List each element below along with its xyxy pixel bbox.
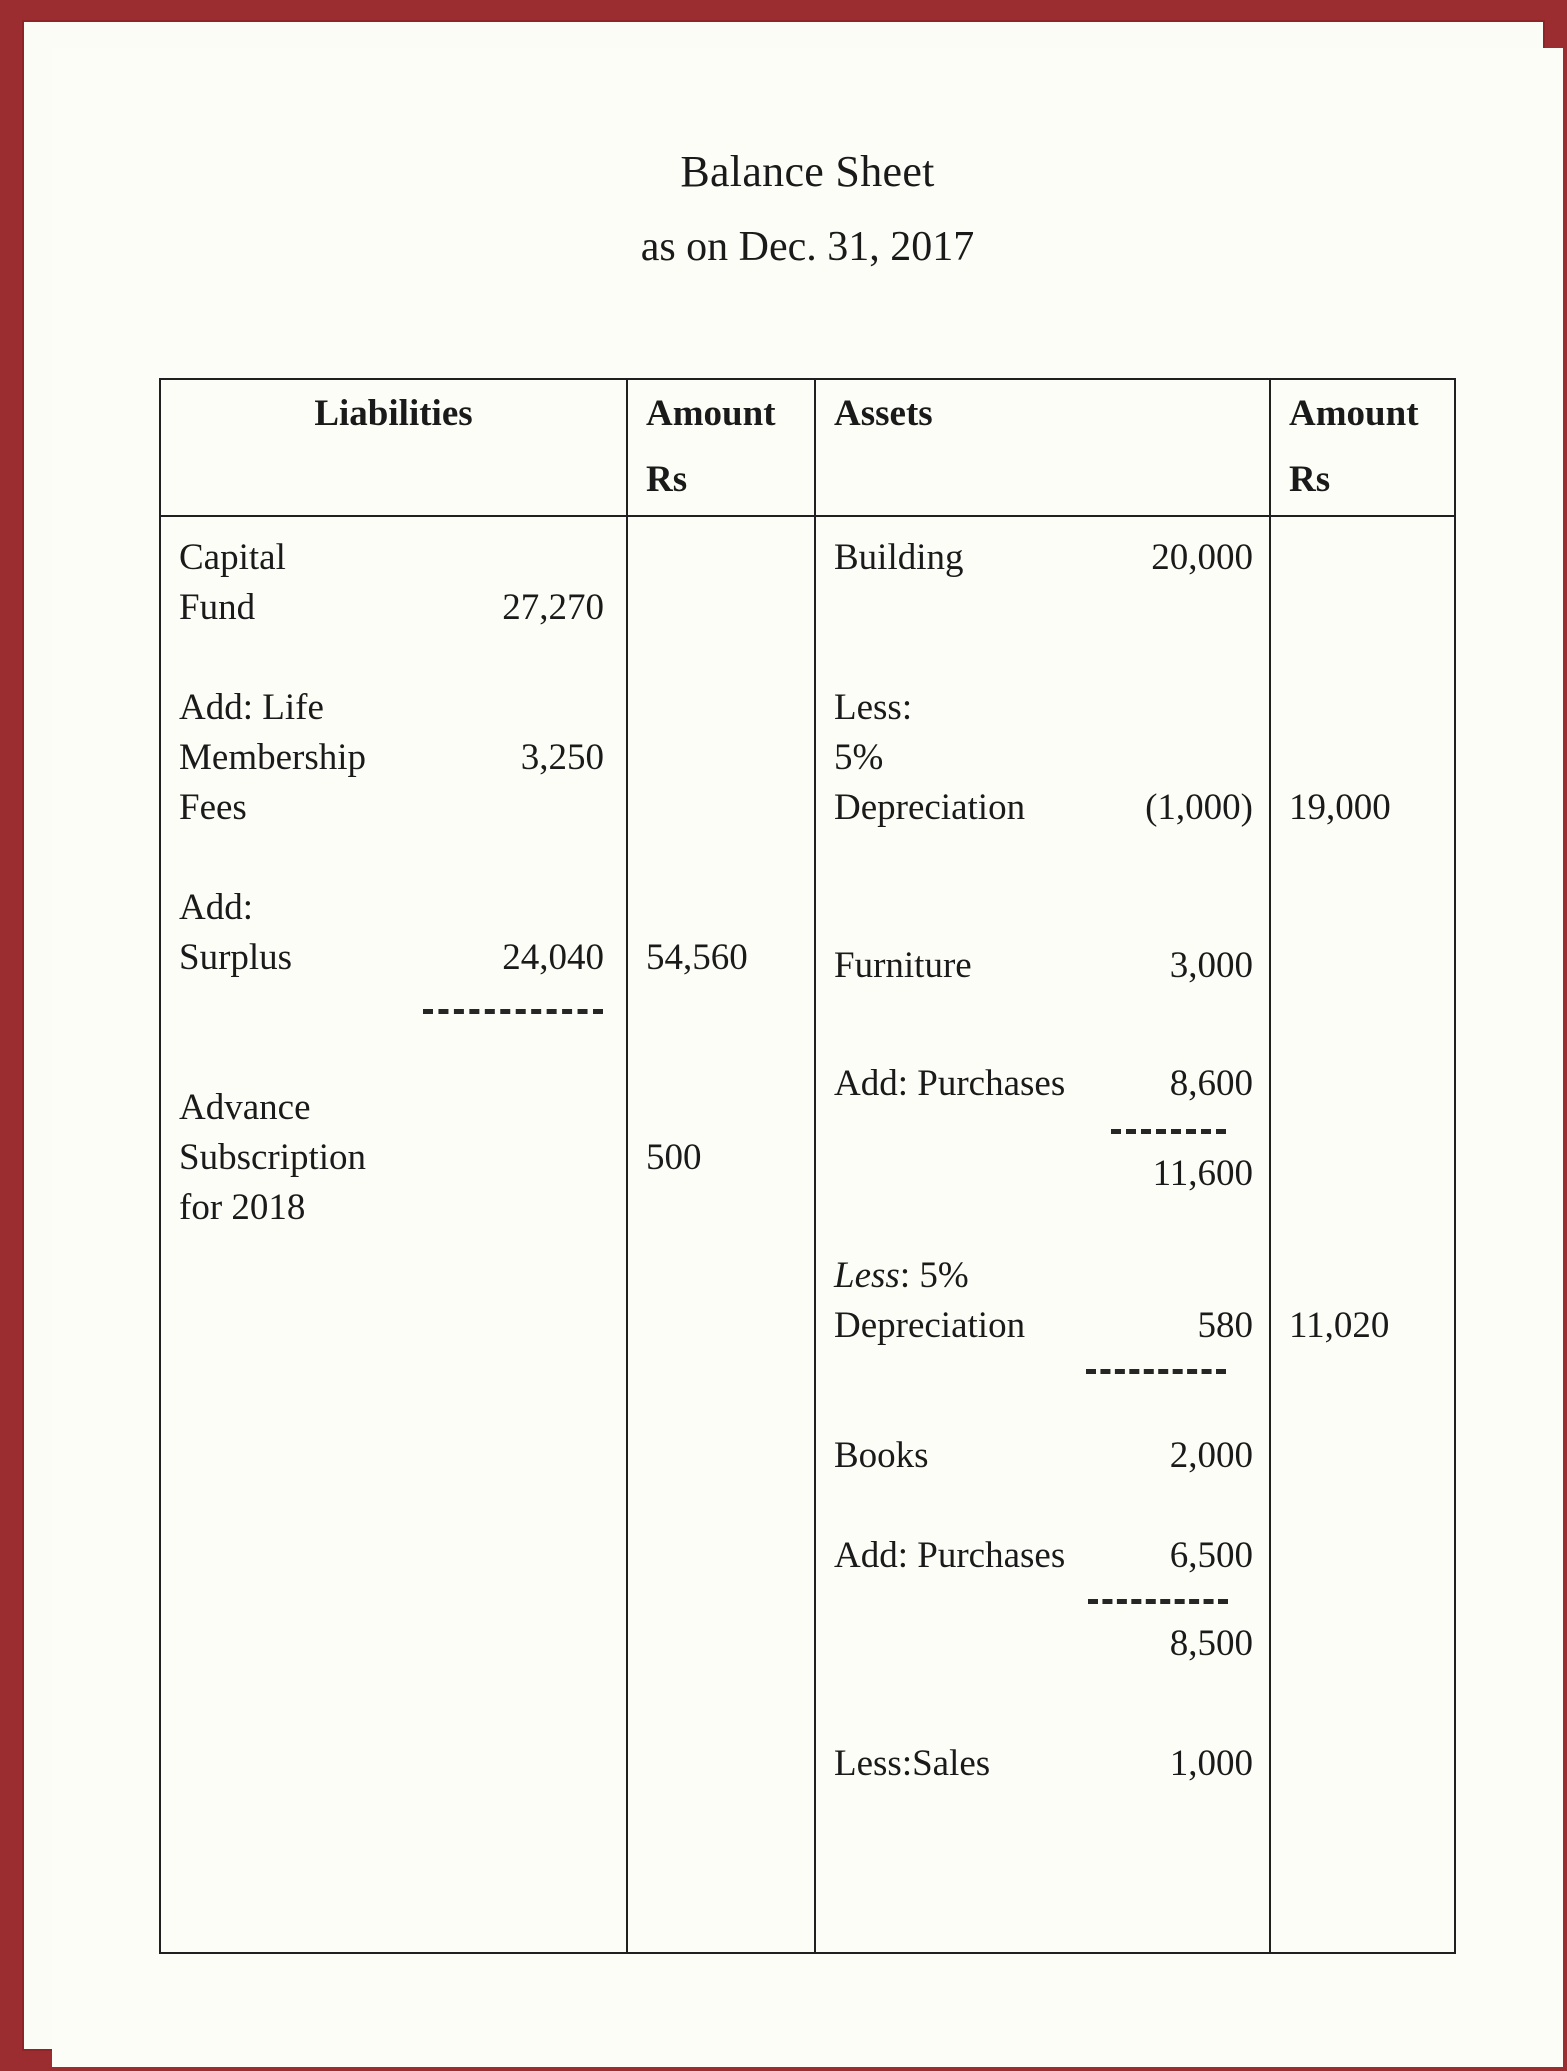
- header-amount-right: [1270, 379, 1455, 516]
- asset-building-dep-amount: (1,000): [1145, 787, 1253, 828]
- page-title: Balance Sheet: [680, 147, 935, 196]
- asset-furniture-purchases-label: Add: Purchases: [834, 1063, 1066, 1104]
- asset-furniture-amount: 3,000: [1169, 945, 1253, 986]
- liab-life-membership-line1: Add: Life: [179, 687, 324, 728]
- liab-surplus-amount: 24,040: [502, 937, 604, 978]
- header-amount-left-unit: Rs: [646, 459, 688, 500]
- document-page: [52, 48, 1563, 2067]
- table-body-row: [160, 516, 1455, 1953]
- liab-surplus-total: 54,560: [646, 937, 748, 978]
- liab-capital-fund-line2: Fund: [179, 587, 256, 628]
- asset-furniture-less-rest: : 5%: [899, 1255, 969, 1296]
- asset-building-dep-label: Depreciation: [834, 787, 1026, 828]
- liab-capital-fund-line1: Capital: [179, 537, 286, 578]
- liab-advance-sub-line3: for 2018: [179, 1187, 306, 1228]
- asset-books-less-sales-amount: 1,000: [1169, 1743, 1253, 1784]
- asset-furniture-subtotal: 11,600: [1152, 1153, 1253, 1194]
- asset-building-less-line2: 5%: [834, 737, 884, 778]
- header-amount-left: [627, 379, 815, 516]
- liab-surplus-line2: Surplus: [179, 937, 293, 978]
- liab-advance-sub-line1: Advance: [179, 1087, 311, 1128]
- asset-books-purchases-amount: 6,500: [1169, 1535, 1253, 1576]
- table-header-row: [160, 379, 1455, 516]
- asset-furniture-less-italic: Less: [834, 1255, 900, 1296]
- asset-books-rule: [1088, 1599, 1228, 1604]
- header-assets-label: Assets: [834, 393, 933, 434]
- header-amount-left-label: Amount: [646, 393, 776, 434]
- assets-amount-column: [1270, 516, 1455, 1953]
- liabilities-column: [160, 516, 627, 1953]
- liab-life-membership-line2: Membership: [179, 737, 367, 778]
- asset-furniture-rule: [1111, 1129, 1226, 1134]
- asset-furniture-less-label: [834, 1257, 969, 1294]
- liab-advance-sub-line2: Subscription: [179, 1137, 367, 1178]
- asset-furniture-dep-rule: [1086, 1369, 1226, 1374]
- asset-books-less-sales-label: Less:Sales: [834, 1743, 991, 1784]
- page-subtitle: as on Dec. 31, 2017: [640, 224, 975, 271]
- liab-advance-sub-total: 500: [646, 1137, 702, 1178]
- header-liabilities: [160, 379, 627, 516]
- liab-life-membership-amount: 3,250: [520, 737, 604, 778]
- title-block: [52, 48, 1563, 271]
- header-assets: [815, 379, 1270, 516]
- asset-furniture-net-total: 11,020: [1289, 1305, 1390, 1346]
- header-amount-right-label: Amount: [1289, 393, 1419, 434]
- asset-books-label: Books: [834, 1435, 929, 1476]
- asset-building-amount: 20,000: [1151, 537, 1253, 578]
- liab-capital-fund-amount: 27,270: [502, 587, 604, 628]
- assets-column: [815, 516, 1270, 1953]
- header-liabilities-label: Liabilities: [314, 393, 473, 434]
- balance-sheet-table: [159, 378, 1456, 1954]
- liabilities-amount-column: [627, 516, 815, 1953]
- asset-building-label: Building: [834, 537, 964, 578]
- liab-life-membership-line3: Fees: [179, 787, 247, 828]
- asset-books-subtotal: 8,500: [1169, 1623, 1253, 1664]
- asset-books-purchases-label: Add: Purchases: [834, 1535, 1066, 1576]
- asset-books-amount: 2,000: [1169, 1435, 1253, 1476]
- asset-building-less-line1: Less:: [834, 687, 913, 728]
- header-amount-right-unit: Rs: [1289, 459, 1331, 500]
- asset-furniture-label: Furniture: [834, 945, 972, 986]
- liab-surplus-line1: Add:: [179, 887, 253, 928]
- liab-surplus-subtotal-rule: [423, 1009, 603, 1014]
- asset-furniture-dep-amount: 580: [1197, 1305, 1253, 1346]
- page-frame-inner-border: [22, 20, 1545, 2051]
- asset-furniture-purchases-amount: 8,600: [1169, 1063, 1253, 1104]
- asset-furniture-dep-label: Depreciation: [834, 1305, 1026, 1346]
- asset-building-net-total: 19,000: [1289, 787, 1391, 828]
